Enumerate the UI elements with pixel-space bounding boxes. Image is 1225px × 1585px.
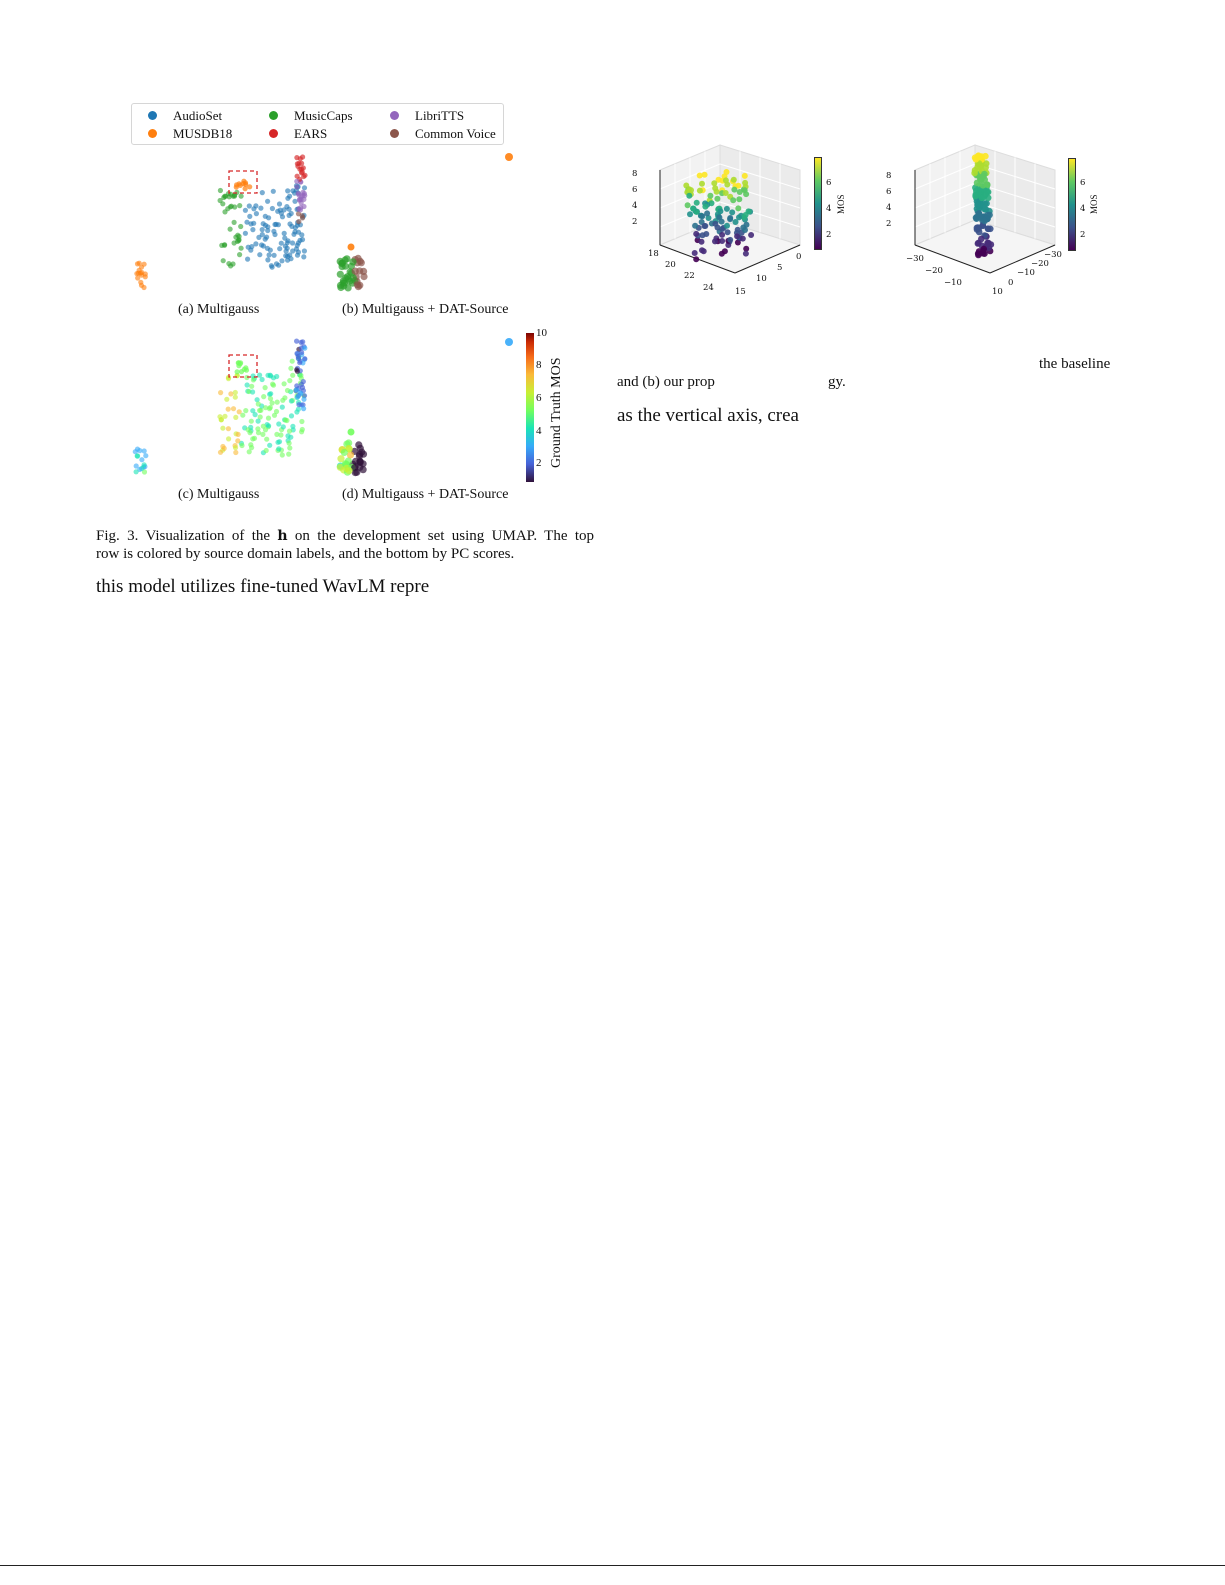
cbar-tick: 6 [826,178,832,188]
x-tick: 24 [703,283,714,293]
3d-point [699,239,705,245]
colorbar-tick: 10 [536,327,547,339]
colorbar-tick: 6 [536,392,542,404]
3d-point [980,194,987,201]
legend-label: Common Voice [415,126,496,141]
3d-point [976,154,983,161]
legend-label: MUSDB18 [173,126,233,141]
x-tick: −20 [925,266,943,276]
x-tick: 18 [648,249,659,259]
3d-point [724,223,730,229]
y-tick: 15 [735,287,746,297]
3d-point [686,186,692,192]
mos-colorbar-right [1068,158,1076,251]
3d-point [715,225,721,231]
z-tick: 4 [886,203,892,213]
z-tick: 8 [632,169,638,179]
3d-scatter-left [615,145,845,305]
3d-point [692,223,698,229]
x-tick: −30 [906,254,924,264]
page-bottom-rule [0,1565,1225,1566]
3d-point [736,196,742,202]
3d-point [974,180,981,187]
right-body-text: as the vertical axis, crea [617,405,799,426]
3d-point [975,250,982,257]
cbar-tick: 2 [1080,230,1086,240]
x-tick: 22 [684,271,695,281]
3d-point [975,224,982,231]
colorbar-tick: 8 [536,359,542,371]
3d-point [685,202,691,208]
3d-point [978,236,985,243]
z-tick: 2 [886,219,892,229]
3d-point [984,212,991,219]
3d-point [742,180,748,186]
y-tick: −30 [1044,250,1062,260]
subcaption-b: (b) Multigauss + DAT-Source [342,302,509,317]
3d-point [687,211,693,217]
y-tick: 0 [796,252,802,262]
3d-point [727,237,733,243]
3d-point [712,238,718,244]
caption-text: Fig. 3. Visualization of the [96,528,278,544]
mos-colorbar [526,333,534,482]
text-fragment: and (b) our prop [617,374,715,390]
highlight-box-bottom [229,355,257,377]
highlight-box-top [229,171,257,193]
3d-point [742,227,748,233]
3d-point [707,193,713,199]
3d-scatter-right [870,145,1100,305]
3d-point [980,173,987,180]
3d-point [723,190,729,196]
3d-point [734,233,740,239]
3d-point [736,214,742,220]
3d-point [692,250,698,256]
y-tick: 0 [1008,278,1014,288]
3d-point [730,197,736,203]
colorbar-label: Ground Truth MOS [549,357,564,468]
legend-label: LibriTTS [415,108,465,123]
3d-point [981,246,988,253]
3d-point [735,227,741,233]
subcaption-d: (d) Multigauss + DAT-Source [342,487,509,502]
legend-label: EARS [294,126,328,141]
legend-label: MusicCaps [294,108,353,123]
mos-colorbar-left [814,157,822,250]
3d-point [686,193,692,199]
cbar-tick: 4 [826,204,832,214]
figure-3-caption [96,527,594,563]
3d-point [724,206,730,212]
text-fragment: the baseline [1039,356,1111,372]
3d-point [694,200,700,206]
z-tick: 2 [632,217,638,227]
3d-point [697,188,703,194]
3d-point [748,232,754,238]
3d-point [981,218,988,225]
z-tick: 8 [886,171,892,181]
caption-text: row is colored by source domain labels, and the bottom by PC scores. [96,546,515,562]
x-tick: 20 [665,260,676,270]
3d-point [976,211,983,218]
y-tick: 5 [777,263,783,273]
3d-point [714,196,720,202]
3d-point [690,206,696,212]
z-tick: 6 [886,187,892,197]
cbar-label: MOS [1089,194,1099,214]
z-tick: 6 [632,185,638,195]
3d-point [716,214,722,220]
colorbar-tick: 4 [536,425,542,437]
3d-point [719,232,725,238]
y-tick: −20 [1031,259,1049,269]
left-body-text: this model utilizes fine-tuned WavLM repre [96,576,430,597]
subcaption-a: (a) Multigauss [178,302,260,317]
x-tick: 10 [992,287,1003,297]
x-tick: −10 [944,278,962,288]
3d-point [702,204,708,210]
3d-point [740,236,746,242]
y-tick: 10 [756,274,767,284]
3d-point [744,222,750,228]
3d-point [717,208,723,214]
cbar-tick: 4 [1080,204,1086,214]
3d-point [727,216,733,222]
caption-text: on the development set using UMAP. The top [287,528,594,544]
3d-point [735,205,741,211]
3d-point [701,248,707,254]
3d-point [697,173,703,179]
3d-point [985,240,992,247]
3d-point [742,187,748,193]
3d-point [985,226,992,233]
3d-point [729,209,735,215]
cbar-tick: 6 [1080,178,1086,188]
3d-point [702,223,708,229]
cbar-label: MOS [836,194,846,214]
3d-point [980,182,987,189]
3d-point [714,189,720,195]
3d-point [743,251,749,257]
3d-point [731,187,737,193]
3d-point [722,248,728,254]
3d-point [742,173,748,179]
cbar-tick: 2 [826,230,832,240]
3d-point [743,212,749,218]
z-tick: 4 [632,201,638,211]
subcaption-c: (c) Multigauss [178,487,260,502]
3d-point [719,238,725,244]
3d-point [972,167,979,174]
3d-point [711,180,717,186]
3d-point [982,153,989,160]
text-fragment: gy. [828,374,846,390]
3d-point [704,210,710,216]
3d-point [699,181,705,187]
3d-point [972,193,979,200]
caption-symbol: h [277,528,288,544]
y-tick: −10 [1017,268,1035,278]
colorbar-tick: 2 [536,457,542,469]
3d-point [974,202,981,209]
legend-label: AudioSet [173,108,223,123]
3d-point [693,231,699,237]
3d-point [723,177,729,183]
3d-point [693,256,699,262]
3d-point [731,177,737,183]
